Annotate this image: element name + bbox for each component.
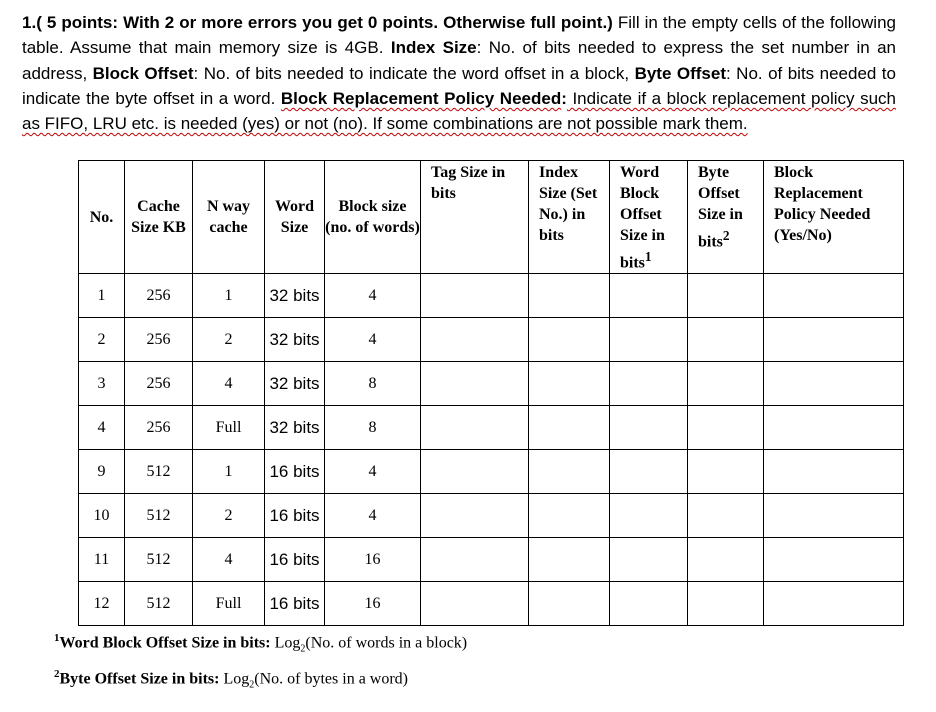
footnote-2 xyxy=(54,662,467,698)
footnote-ref-1: 1 xyxy=(644,249,652,264)
block-offset-definition: : No. of bits needed to indicate the word offset in a block, xyxy=(193,63,635,83)
cell-index-size-input[interactable] xyxy=(529,450,610,494)
byte-offset-definition: : No. of bits needed to indicate the byte offset in a word. xyxy=(22,63,896,108)
header-no: No. xyxy=(79,161,125,274)
cell-cache-size: 512 xyxy=(125,538,193,582)
header-word-block-offset-label: Word Block Offset Size in bits xyxy=(620,164,665,272)
cell-cache-size: 256 xyxy=(125,362,193,406)
cell-tag-size-input[interactable] xyxy=(421,538,529,582)
footnote-2-text: (No. of bytes in a word) xyxy=(254,669,409,687)
header-tag-size: Tag Size in bits xyxy=(421,161,529,274)
cell-word-block-offset-input[interactable] xyxy=(610,582,688,626)
footnote-1-log: Log xyxy=(270,634,301,652)
cell-tag-size-input[interactable] xyxy=(421,450,529,494)
index-size-label: Index Size xyxy=(390,38,477,58)
header-replacement-policy: Block Replacement Policy Needed (Yes/No) xyxy=(764,161,904,274)
footnote-2-mark: 2 xyxy=(54,667,60,680)
footnote-1-label: Word Block Offset Size in bits: xyxy=(59,634,271,652)
footnotes xyxy=(54,626,467,697)
table-header-row xyxy=(79,161,904,274)
cell-word-block-offset-input[interactable] xyxy=(610,362,688,406)
cell-word-size: 32 bits xyxy=(265,406,325,450)
table-row xyxy=(79,406,904,450)
policy-definition: Indicate if a block replacement policy such as FIFO, LRU etc. is needed (yes) or not (no). If some combinations are not possible mark them. xyxy=(22,88,896,134)
cell-block-size: 16 xyxy=(325,582,421,626)
header-word-size: Word Size xyxy=(265,161,325,274)
cell-no: 2 xyxy=(79,318,125,362)
cell-byte-offset-input[interactable] xyxy=(688,450,764,494)
cell-n-way: Full xyxy=(193,582,265,626)
cell-block-size: 4 xyxy=(325,318,421,362)
cell-block-size: 8 xyxy=(325,362,421,406)
cell-word-size: 16 bits xyxy=(265,538,325,582)
footnote-1-base: 2 xyxy=(300,643,306,655)
table-row xyxy=(79,494,904,538)
cell-tag-size-input[interactable] xyxy=(421,362,529,406)
footnote-1 xyxy=(54,626,467,662)
cell-index-size-input[interactable] xyxy=(529,406,610,450)
cell-word-size: 32 bits xyxy=(265,362,325,406)
table-body xyxy=(79,274,904,626)
cell-word-block-offset-input[interactable] xyxy=(610,318,688,362)
footnote-ref-2: 2 xyxy=(722,228,730,243)
cache-table xyxy=(78,160,904,626)
cell-no: 9 xyxy=(79,450,125,494)
cell-byte-offset-input[interactable] xyxy=(688,362,764,406)
cell-tag-size-input[interactable] xyxy=(421,274,529,318)
cell-no: 12 xyxy=(79,582,125,626)
cell-cache-size: 256 xyxy=(125,406,193,450)
cell-index-size-input[interactable] xyxy=(529,318,610,362)
header-word-block-offset xyxy=(610,161,688,274)
cell-word-block-offset-input[interactable] xyxy=(610,538,688,582)
footnote-2-base: 2 xyxy=(249,679,255,691)
cell-tag-size-input[interactable] xyxy=(421,406,529,450)
index-size-definition: : No. of bits needed to express the set number in an address, xyxy=(22,38,897,83)
cell-block-size: 4 xyxy=(325,450,421,494)
cell-n-way: Full xyxy=(193,406,265,450)
cell-cache-size: 512 xyxy=(125,450,193,494)
cell-no: 10 xyxy=(79,494,125,538)
cell-word-size: 16 bits xyxy=(265,494,325,538)
cell-cache-size: 256 xyxy=(125,274,193,318)
cell-word-size: 32 bits xyxy=(265,318,325,362)
cell-n-way: 1 xyxy=(193,274,265,318)
cell-word-block-offset-input[interactable] xyxy=(610,274,688,318)
cell-word-size: 16 bits xyxy=(265,450,325,494)
question-number: 1. xyxy=(22,13,37,32)
cell-cache-size: 512 xyxy=(125,494,193,538)
cell-word-block-offset-input[interactable] xyxy=(610,494,688,538)
cell-word-block-offset-input[interactable] xyxy=(610,450,688,494)
cell-byte-offset-input[interactable] xyxy=(688,318,764,362)
header-byte-offset xyxy=(688,161,764,274)
footnote-2-label: Byte Offset Size in bits: xyxy=(59,669,220,687)
table-row xyxy=(79,450,904,494)
cell-byte-offset-input[interactable] xyxy=(688,406,764,450)
cell-replacement-policy-input[interactable] xyxy=(764,362,904,406)
cell-n-way: 4 xyxy=(193,362,265,406)
cell-byte-offset-input[interactable] xyxy=(688,582,764,626)
cell-no: 4 xyxy=(79,406,125,450)
cell-replacement-policy-input[interactable] xyxy=(764,318,904,362)
cell-replacement-policy-input[interactable] xyxy=(764,450,904,494)
cell-no: 11 xyxy=(79,538,125,582)
header-block-size: Block size (no. of words) xyxy=(325,161,421,274)
cell-n-way: 2 xyxy=(193,318,265,362)
cell-index-size-input[interactable] xyxy=(529,538,610,582)
cell-word-size: 32 bits xyxy=(265,274,325,318)
header-index-size: Index Size (Set No.) in bits xyxy=(529,161,610,274)
cell-index-size-input[interactable] xyxy=(529,274,610,318)
cell-tag-size-input[interactable] xyxy=(421,318,529,362)
policy-colon: : xyxy=(561,88,567,108)
question-intro: Fill in the empty cells of the following table. Assume that main memory size is 4GB. xyxy=(22,13,896,58)
cell-cache-size: 512 xyxy=(125,582,193,626)
cell-word-block-offset-input[interactable] xyxy=(610,406,688,450)
cell-block-size: 4 xyxy=(325,494,421,538)
cell-n-way: 1 xyxy=(193,450,265,494)
cell-replacement-policy-input[interactable] xyxy=(764,406,904,450)
header-n-way: N way cache xyxy=(193,161,265,274)
cell-block-size: 16 xyxy=(325,538,421,582)
cell-no: 3 xyxy=(79,362,125,406)
table-row xyxy=(79,362,904,406)
cell-index-size-input[interactable] xyxy=(529,494,610,538)
cell-replacement-policy-input[interactable] xyxy=(764,538,904,582)
cell-replacement-policy-input[interactable] xyxy=(764,274,904,318)
cell-tag-size-input[interactable] xyxy=(421,494,529,538)
footnote-2-log: Log xyxy=(219,669,250,687)
cell-n-way: 2 xyxy=(193,494,265,538)
footnote-1-text: (No. of words in a block) xyxy=(305,634,468,652)
table-row xyxy=(79,274,904,318)
cell-index-size-input[interactable] xyxy=(529,362,610,406)
footnote-1-mark: 1 xyxy=(54,632,60,644)
question-text xyxy=(22,10,896,136)
cell-tag-size-input[interactable] xyxy=(421,582,529,626)
cell-no: 1 xyxy=(79,274,125,318)
table-row xyxy=(79,582,904,626)
cell-index-size-input[interactable] xyxy=(529,582,610,626)
table-row xyxy=(79,538,904,582)
cell-block-size: 8 xyxy=(325,406,421,450)
cell-n-way: 4 xyxy=(193,538,265,582)
cell-block-size: 4 xyxy=(325,274,421,318)
cell-word-size: 16 bits xyxy=(265,582,325,626)
header-cache-size: Cache Size KB xyxy=(125,161,193,274)
cell-byte-offset-input[interactable] xyxy=(688,538,764,582)
byte-offset-label: Byte Offset xyxy=(634,63,726,83)
question-points: ( 5 points: With 2 or more errors you get 0 points. Otherwise full point.) xyxy=(36,13,613,32)
cell-byte-offset-input[interactable] xyxy=(688,274,764,318)
cell-replacement-policy-input[interactable] xyxy=(764,494,904,538)
cell-cache-size: 256 xyxy=(125,318,193,362)
table-row xyxy=(79,318,904,362)
block-offset-label: Block Offset xyxy=(92,63,194,83)
header-byte-offset-label: Byte Offset Size in bits xyxy=(698,164,743,251)
policy-label: Block Replacement Policy Needed xyxy=(280,88,562,108)
cell-byte-offset-input[interactable] xyxy=(688,494,764,538)
cell-replacement-policy-input[interactable] xyxy=(764,582,904,626)
